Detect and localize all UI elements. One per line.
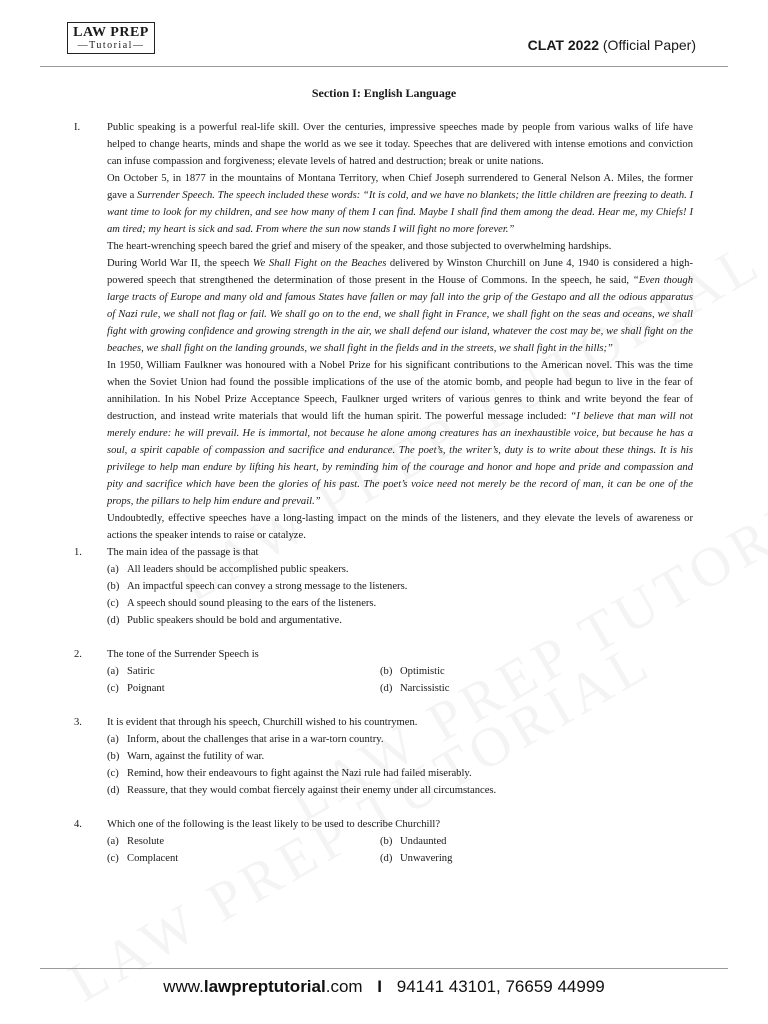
question-text: The main idea of the passage is that bbox=[107, 547, 259, 558]
passage-paragraph: On October 5, in 1877 in the mountains of Montana Territory, when Chief Joseph surrendered to General Nelson A. Miles, the former gave a Surrender Speech. The speech included these words: “It is cold, and we have no blankets; the little children are freezing to death. I want time to look for my children, and see how many of them I can find. Maybe I shall find them among the dead. Hear me, my Chiefs! I am tired; my heart is sick and sad. From where the sun now stands I will fight no more forever.” bbox=[107, 173, 694, 235]
header-divider bbox=[40, 66, 728, 67]
option[interactable]: (a) All leaders should be accomplished public speakers. bbox=[107, 564, 349, 575]
question-number: 1. bbox=[74, 547, 82, 558]
option-row bbox=[107, 680, 693, 697]
question-paper bbox=[0, 119, 768, 867]
section-title: Section I: English Language bbox=[311, 86, 457, 100]
option[interactable]: (d) Reassure, that they would combat fiercely against their enemy under all circumstances. bbox=[107, 785, 497, 796]
option[interactable]: (b) Optimistic bbox=[380, 666, 445, 677]
footer-divider bbox=[40, 968, 728, 969]
option[interactable]: (a) Inform, about the challenges that arise in a war-torn country. bbox=[107, 734, 384, 745]
option-row bbox=[107, 663, 693, 680]
exam-title: CLAT 2022 (Official Paper) bbox=[527, 37, 696, 53]
question bbox=[0, 816, 768, 833]
question bbox=[0, 544, 768, 561]
phone-numbers: 94141 43101, 76659 44999 bbox=[396, 977, 605, 996]
option[interactable]: (b) An impactful speech can convey a strong message to the listeners. bbox=[107, 581, 408, 592]
option[interactable]: (d) Narcissistic bbox=[380, 683, 450, 694]
option[interactable]: (c) Poignant bbox=[107, 683, 165, 694]
question bbox=[0, 714, 768, 731]
question-text: It is evident that through his speech, Churchill wished to his countrymen. bbox=[107, 717, 418, 728]
footer-separator: I bbox=[377, 977, 383, 996]
option[interactable]: (b) Warn, against the futility of war. bbox=[107, 751, 265, 762]
option[interactable]: (b) Undaunted bbox=[380, 836, 447, 847]
option-row bbox=[107, 850, 693, 867]
option[interactable]: (d) Unwavering bbox=[380, 853, 453, 864]
footer bbox=[0, 977, 768, 997]
question-number: 3. bbox=[74, 717, 82, 728]
option[interactable]: (c) Remind, how their endeavours to fight against the Nazi rule had failed miserably. bbox=[107, 768, 472, 779]
option-row bbox=[107, 833, 693, 850]
passage-paragraph: During World War II, the speech We Shall Fight on the Beaches delivered by Winston Churchill on June 4, 1940 is considered a high-powered speech that strengthened the determination of those present in the House of Commons. In the speech, he said, “Even though large tracts of Europe and many old and famous States have fallen or may fall into the grip of the Gestapo and all the odious apparatus of Nazi rule, we shall not flag or fail. We shall go on to the end, we shall fight in France, we shall fight on the seas and oceans, we shall fight with growing confidence and growing strength in the air, we shall defend our island, whatever the cost may be, we shall fight on the beaches, we shall fight on the landing grounds, we shall fight in the fields and in the streets, we shall fight in the hills;” bbox=[107, 258, 694, 354]
brand-logo bbox=[67, 22, 155, 54]
passage-paragraph: The heart-wrenching speech bared the grief and misery of the speaker, and those subjected to overwhelming hardships. bbox=[107, 241, 612, 252]
option[interactable]: (c) A speech should sound pleasing to the ears of the listeners. bbox=[107, 598, 377, 609]
passage-number: I. bbox=[74, 122, 81, 133]
passage-paragraph: In 1950, William Faulkner was honoured with a Nobel Prize for his significant contributions to the American novel. This was the time when the Soviet Union had found the possible implications of the use of the atomic bomb, and people had begun to live in the fear of annihilation. In his Nobel Prize Acceptance Speech, Faulkner urged writers of various genres to think and write beyond the fear of destruction, and instead write materials that would lift the human spirit. The powerful message included: “I believe that man will not merely endure: he will prevail. He is immortal, not because he alone among creatures has an inexhaustible voice, but because he has a soul, a spirit capable of compassion and sacrifice and endurance. The poet’s, the writer’s, duty is to write about these things. It is his privilege to help man endure by lifting his heart, by reminding him of the courage and honor and hope and pride and compassion and pity and sacrifice which have been the glories of his past. The poet’s voice need not merely be the record of man, it can be one of the props, the pillars to help him endure and prevail.” bbox=[107, 360, 694, 507]
logo-title: LAW PREP bbox=[73, 25, 149, 40]
website-link[interactable]: www.lawpreptutorial.com bbox=[163, 977, 363, 996]
option[interactable]: (a) Satiric bbox=[107, 666, 155, 677]
question-text: The tone of the Surrender Speech is bbox=[107, 649, 259, 660]
passage-paragraph: Public speaking is a powerful real-life skill. Over the centuries, impressive speeches made by people from various walks of life have helped to change hearts, minds and shape the world as we see it today. Speeches that are delivered with intense emotions and conviction can infuse compassion and forgiveness; elevate levels of hatred and destruction; break or unite nations. bbox=[107, 122, 693, 167]
passage bbox=[0, 119, 768, 170]
option[interactable]: (c) Complacent bbox=[107, 853, 179, 864]
option[interactable]: (d) Public speakers should be bold and argumentative. bbox=[107, 615, 342, 626]
option[interactable]: (a) Resolute bbox=[107, 836, 165, 847]
logo-subtitle: —Tutorial— bbox=[77, 40, 145, 51]
passage-paragraph: Undoubtedly, effective speeches have a long-lasting impact on the minds of the listeners, and they elevate the levels of awareness or actions the speaker intends to raise or catalyze. bbox=[107, 513, 693, 541]
question-number: 2. bbox=[74, 649, 82, 660]
question bbox=[0, 646, 768, 663]
question-number: 4. bbox=[74, 819, 82, 830]
question-text: Which one of the following is the least likely to be used to describe Churchill? bbox=[107, 819, 441, 830]
